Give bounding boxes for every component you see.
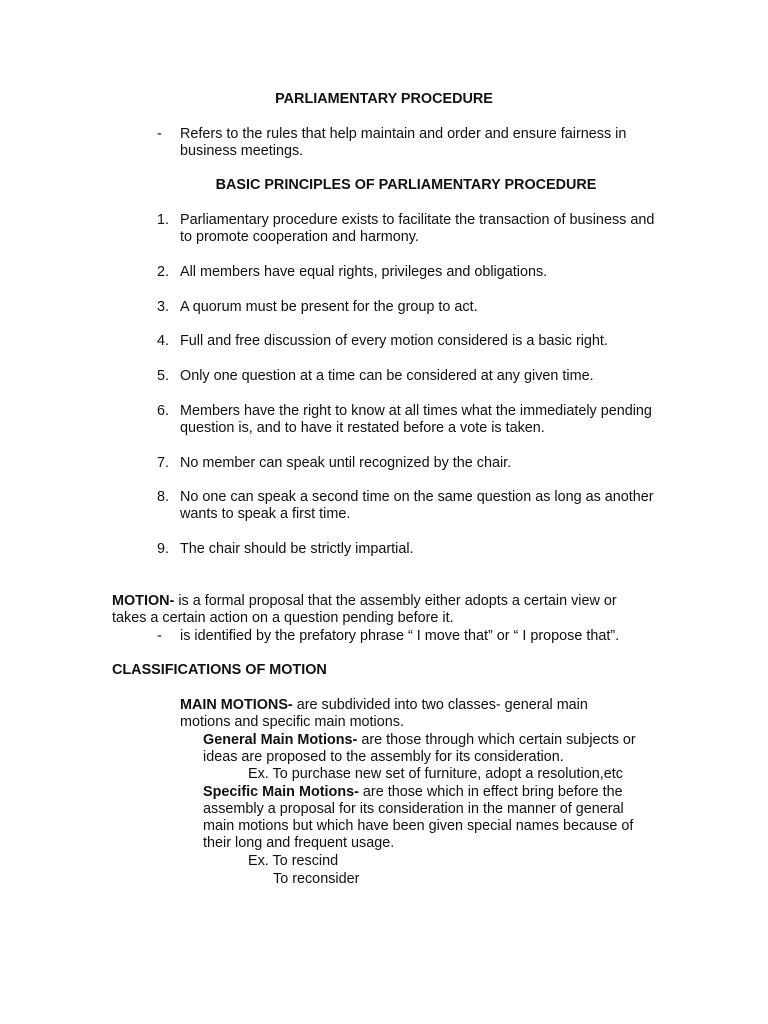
motion-identified: is identified by the prefatory phrase “ I move that” or “ I propose that”. — [180, 628, 620, 644]
principles-heading: BASIC PRINCIPLES OF PARLIAMENTARY PROCEDURE — [215, 177, 597, 193]
motion-definition — [112, 593, 652, 627]
general-main-motions — [203, 732, 643, 766]
principle-text: No member can speak until recognized by the chair. — [180, 455, 512, 471]
principle-number: 2. — [157, 264, 170, 280]
principle-number: 7. — [157, 455, 170, 471]
motion-dash: - — [157, 628, 162, 644]
specific-main-motions-term: Specific Main Motions- — [203, 784, 359, 800]
intro-definition: Refers to the rules that help maintain and order and ensure fairness in business meetings. — [180, 126, 627, 159]
specific-main-motions — [203, 784, 653, 852]
main-motions — [180, 697, 640, 731]
principle-text: The chair should be strictly impartial. — [180, 541, 414, 557]
principle-text: Only one question at a time can be considered at any given time. — [180, 368, 594, 384]
principle-text: A quorum must be present for the group to act. — [180, 299, 478, 315]
principle-number: 9. — [157, 541, 170, 557]
intro-dash: - — [157, 126, 162, 142]
classifications-heading: CLASSIFICATIONS OF MOTION — [112, 662, 327, 678]
principle-text: Members have the right to know at all times what the immediately pending question is, and to have it restated before a vote is taken. — [180, 403, 652, 436]
specific-example-reconsider: To reconsider — [273, 871, 360, 887]
principle-number: 3. — [157, 299, 170, 315]
specific-main-motions-text: are those which in effect bring before the assembly a proposal for its consideration in the manner of general main motions but which have been given special names because of their long and frequent usage. — [203, 784, 634, 851]
principle-number: 8. — [157, 489, 170, 505]
general-main-motions-text: are those through which certain subjects or ideas are proposed to the assembly for its consideration. — [203, 732, 636, 765]
principle-number: 1. — [157, 212, 170, 228]
motion-term: MOTION- — [112, 593, 175, 609]
page-title: PARLIAMENTARY PROCEDURE — [275, 91, 493, 107]
principle-text: Parliamentary procedure exists to facilitate the transaction of business and to promote cooperation and harmony. — [180, 212, 655, 245]
principle-number: 4. — [157, 333, 170, 349]
general-example: Ex. To purchase new set of furniture, adopt a resolution,etc — [248, 766, 623, 782]
principle-number: 6. — [157, 403, 170, 419]
principle-number: 5. — [157, 368, 170, 384]
principle-text: Full and free discussion of every motion considered is a basic right. — [180, 333, 608, 349]
main-motions-term: MAIN MOTIONS- — [180, 697, 293, 713]
principle-text: All members have equal rights, privileges and obligations. — [180, 264, 548, 280]
principle-text: No one can speak a second time on the same question as long as another wants to speak a first time. — [180, 489, 654, 522]
main-motions-text: are subdivided into two classes- general main motions and specific main motions. — [180, 697, 588, 730]
general-main-motions-term: General Main Motions- — [203, 732, 358, 748]
motion-definition-text: is a formal proposal that the assembly either adopts a certain view or takes a certain action on a question pending before it. — [112, 593, 617, 626]
specific-example-rescind: Ex. To rescind — [248, 853, 339, 869]
